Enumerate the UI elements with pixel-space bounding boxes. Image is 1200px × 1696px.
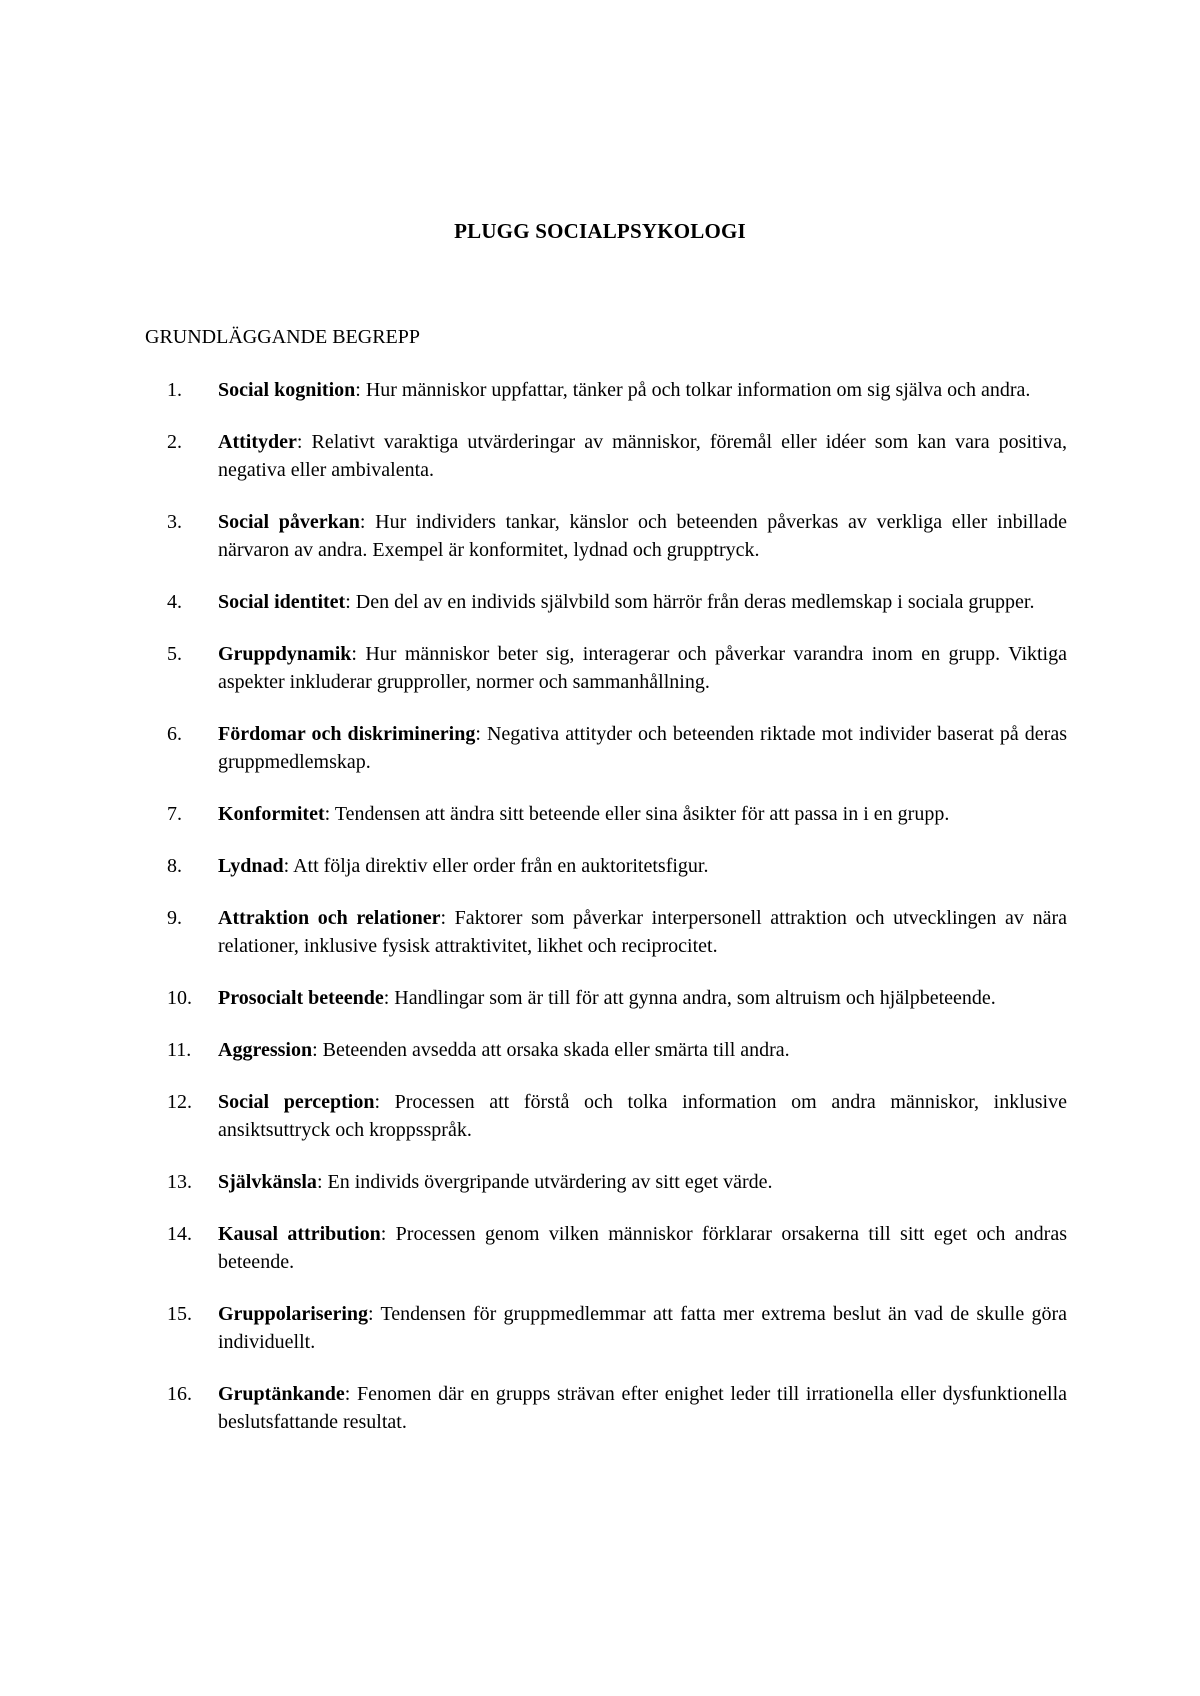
item-number: 3. <box>167 511 182 533</box>
term-definition: : En individs övergripande utvärdering av sitt eget värde. <box>316 1171 773 1193</box>
section-heading: GRUNDLÄGGANDE BEGREPP <box>145 326 421 348</box>
term-name: Social identitet <box>218 591 346 613</box>
item-number: 6. <box>167 723 182 745</box>
term-list <box>145 376 1067 1460</box>
term-name: Gruptänkande <box>218 1383 345 1405</box>
item-number: 7. <box>167 803 182 825</box>
term-definition: : Processen genom vilken människor förklarar orsakerna till sitt eget och andras beteende. <box>218 1223 1067 1273</box>
item-number: 5. <box>167 643 182 665</box>
item-number: 11. <box>167 1039 192 1061</box>
list-item <box>145 904 1067 960</box>
item-number: 12. <box>167 1091 192 1113</box>
term-name: Attraktion och relationer <box>218 907 441 929</box>
term-name: Social påverkan <box>218 511 360 533</box>
term-definition: : Processen att förstå och tolka information om andra människor, inklusive ansiktsuttryck och kroppsspråk. <box>218 1091 1067 1141</box>
list-item <box>145 428 1067 484</box>
term-definition: : Hur individers tankar, känslor och beteenden påverkas av verkliga eller inbillade närvaron av andra. Exempel är konformitet, lydnad och grupptryck. <box>218 511 1067 561</box>
list-item <box>145 1220 1067 1276</box>
term-definition: : Hur människor uppfattar, tänker på och tolkar information om sig själva och andra. <box>355 379 1031 401</box>
item-number: 10. <box>167 987 192 1009</box>
item-number: 4. <box>167 591 182 613</box>
term-definition: : Relativt varaktiga utvärderingar av människor, föremål eller idéer som kan vara positiva, negativa eller ambivalenta. <box>218 431 1067 481</box>
term-definition: : Att följa direktiv eller order från en auktoritetsfigur. <box>283 855 709 877</box>
term-name: Kausal attribution <box>218 1223 381 1245</box>
term-definition: : Hur människor beter sig, interagerar och påverkar varandra inom en grupp. Viktiga aspekter inkluderar grupproller, normer och sammanhållning. <box>218 643 1067 693</box>
list-item <box>145 1168 1067 1196</box>
item-number: 8. <box>167 855 182 877</box>
term-definition: : Tendensen att ändra sitt beteende eller sina åsikter för att passa in i en grupp. <box>324 803 950 825</box>
term-name: Gruppolarisering <box>218 1303 369 1325</box>
list-item <box>145 1380 1067 1436</box>
term-definition: : Handlingar som är till för att gynna andra, som altruism och hjälpbeteende. <box>383 987 996 1009</box>
item-number: 2. <box>167 431 182 453</box>
list-item <box>145 640 1067 696</box>
item-number: 9. <box>167 907 182 929</box>
term-definition: : Faktorer som påverkar interpersonell attraktion och utvecklingen av nära relationer, inklusive fysisk attraktivitet, likhet och reciprocitet. <box>218 907 1067 957</box>
list-item <box>145 1088 1067 1144</box>
list-item <box>145 1300 1067 1356</box>
term-definition: : Fenomen där en grupps strävan efter enighet leder till irrationella eller dysfunktionella beslutsfattande resultat. <box>218 1383 1067 1433</box>
list-item <box>145 720 1067 776</box>
list-item <box>145 1036 1067 1064</box>
item-number: 13. <box>167 1171 192 1193</box>
term-name: Social perception <box>218 1091 375 1113</box>
term-name: Lydnad <box>218 855 284 877</box>
item-number: 16. <box>167 1383 192 1405</box>
list-item <box>145 852 1067 880</box>
document-title: PLUGG SOCIALPSYKOLOGI <box>454 219 746 243</box>
list-item <box>145 508 1067 564</box>
term-name: Aggression <box>218 1039 313 1061</box>
term-name: Prosocialt beteende <box>218 987 384 1009</box>
list-item <box>145 984 1067 1012</box>
term-name: Social kognition <box>218 379 356 401</box>
item-number: 14. <box>167 1223 192 1245</box>
term-name: Fördomar och diskriminering <box>218 723 476 745</box>
term-definition: : Tendensen för gruppmedlemmar att fatta mer extrema beslut än vad de skulle göra individuellt. <box>218 1303 1067 1353</box>
term-definition: : Beteenden avsedda att orsaka skada eller smärta till andra. <box>312 1039 790 1061</box>
list-item <box>145 588 1067 616</box>
term-name: Attityder <box>218 431 297 453</box>
term-definition: : Negativa attityder och beteenden riktade mot individer baserat på deras gruppmedlemskap. <box>218 723 1067 773</box>
item-number: 15. <box>167 1303 192 1325</box>
term-name: Konformitet <box>218 803 325 825</box>
list-item <box>145 800 1067 828</box>
list-item <box>145 376 1067 404</box>
item-number: 1. <box>167 379 182 401</box>
term-definition: : Den del av en individs självbild som härrör från deras medlemskap i sociala grupper. <box>345 591 1035 613</box>
term-name: Gruppdynamik <box>218 643 352 665</box>
term-name: Självkänsla <box>218 1171 317 1193</box>
